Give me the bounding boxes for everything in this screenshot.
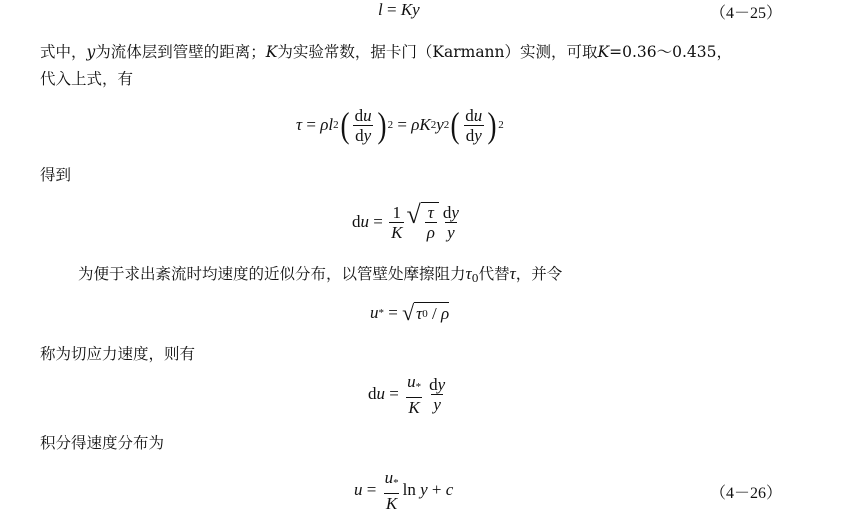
paragraph-integrate: 积分得速度分布为 [40, 434, 165, 452]
right-paren: ) [377, 105, 387, 145]
paragraph-obtain: 得到 [40, 166, 72, 184]
square-root: √ τ 0 / ρ [402, 300, 450, 325]
fraction-ustar-over-k: $\frac{u_*}{K}$ [384, 467, 399, 513]
equation-4-26: u = $\frac{u_*}{K}$ ln y + c [354, 467, 454, 513]
equation-friction-velocity: u * = √ τ 0 / ρ [370, 300, 450, 325]
equation-du-1: d u = $\frac{1}{K}$ √ $\frac{\tau}{\rho}$ $\frac{dy}{y}$ [352, 200, 459, 242]
right-paren: ) [487, 105, 497, 145]
equation-shear-stress: τ = ρ l 2 ( $\frac{du}{dy}$ ) 2 = ρ K 2 y 2 ( $\frac{du}{dy}$ ) 2 [296, 105, 504, 145]
left-paren: ( [450, 105, 460, 145]
equation-number-4-26: （4－26） [710, 485, 783, 502]
paragraph-approximate: 为便于求出紊流时均速度的近似分布，以管壁处摩擦阻力$\tau_0$代替τ，并令 [78, 264, 563, 285]
fraction-dy-over-y: $\frac{dy}{y}$ [442, 202, 459, 242]
equation-4-25: l = Ky [378, 0, 420, 19]
equation-number-4-25: （4－25） [710, 5, 783, 22]
fraction-du-dy: $\frac{du}{dy}$ [465, 105, 483, 145]
fraction-dy-over-y: $\frac{dy}{y}$ [429, 374, 446, 414]
fraction-ustar-over-k: $\frac{u_*}{K}$ [407, 371, 422, 417]
left-paren: ( [340, 105, 350, 145]
fraction-du-dy: $\frac{du}{dy}$ [354, 105, 372, 145]
fraction-tau-over-rho: $\frac{\tau}{\rho}$ [426, 203, 435, 242]
square-root: √ $\frac{\tau}{\rho}$ [406, 202, 438, 242]
paragraph-shear-velocity: 称为切应力速度，则有 [40, 345, 196, 363]
paragraph-substitute: 代入上式，有 [40, 70, 134, 88]
fraction-one-over-k: $\frac{1}{K}$ [391, 202, 403, 242]
paragraph-where: 式中，y为流体层到管壁的距离；K为实验常数，据卡门（Karmann）实测，可取K=0.36～0.435， [40, 43, 732, 61]
equation-du-2: d u = $\frac{u_*}{K}$ $\frac{dy}{y}$ [368, 371, 446, 417]
